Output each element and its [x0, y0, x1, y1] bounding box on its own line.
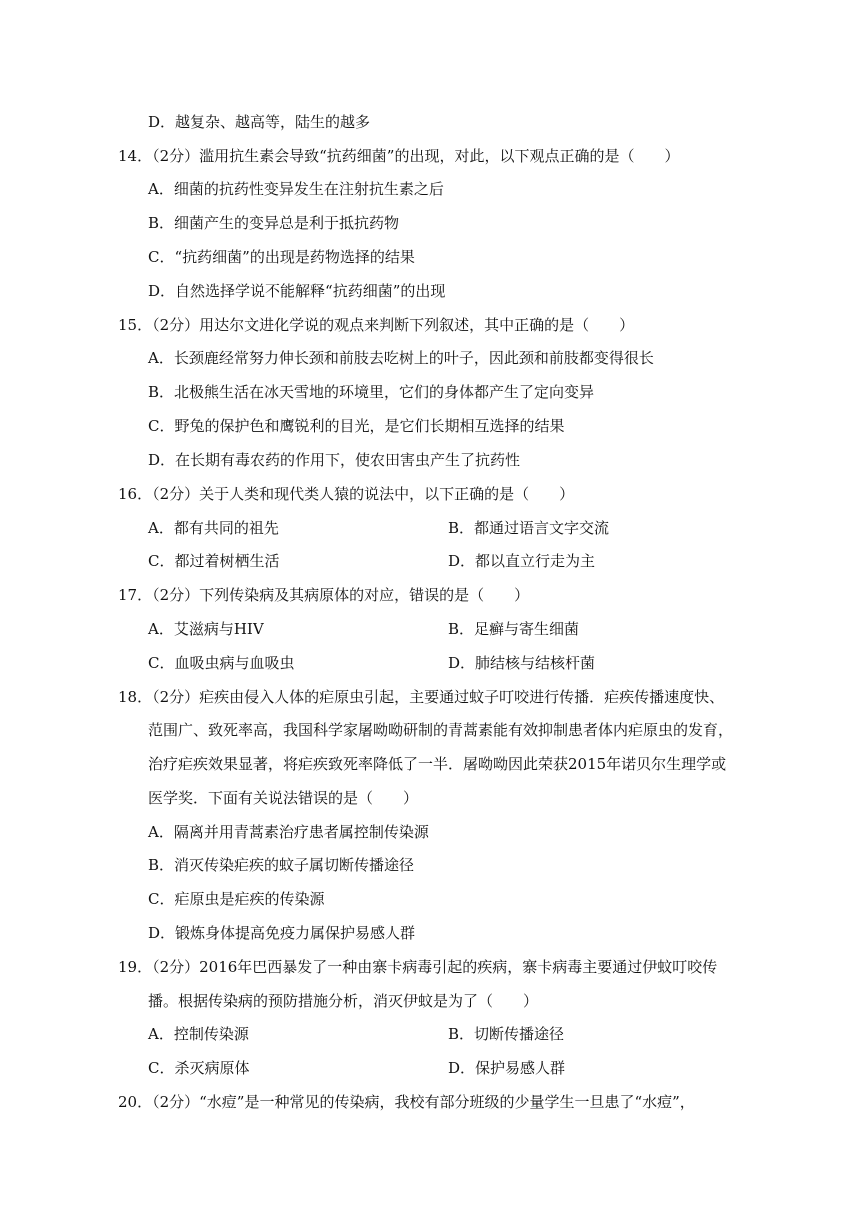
q14-option-a: A．细菌的抗药性变异发生在注射抗生素之后: [148, 180, 444, 198]
q15-option-b: B．北极熊生活在冰天雪地的环境里，它们的身体都产生了定向变异: [148, 383, 595, 401]
q18-stem-line: 范围广、致死率高，我国科学家屠呦呦研制的青蒿素能有效抑制患者体内疟原虫的发育，: [148, 721, 734, 739]
q18-stem-line: 18．（2分）疟疾由侵入人体的疟原虫引起，主要通过蚊子叮咬进行传播．疟疾传播速度快、: [118, 688, 725, 706]
q16-option-a: A．都有共同的祖先: [148, 519, 279, 537]
q15-option-d: D．在长期有毒农药的作用下，使农田害虫产生了抗药性: [148, 451, 521, 469]
q20-stem: 20．（2分）“水痘”是一种常见的传染病，我校有部分班级的少量学生一旦患了“水痘”，: [118, 1093, 695, 1111]
q18-option-c: C．疟原虫是疟疾的传染源: [148, 890, 325, 908]
q18-option-d: D．锻炼身体提高免疫力属保护易感人群: [148, 924, 416, 942]
q16-stem: 16．（2分）关于人类和现代类人猿的说法中，以下正确的是（ ）: [118, 485, 575, 503]
q14-option-d: D．自然选择学说不能解释“抗药细菌”的出现: [148, 282, 446, 300]
q19-option-a: A．控制传染源: [148, 1025, 249, 1043]
q19-option-c: C．杀灭病原体: [148, 1059, 250, 1077]
q19-option-d: D．保护易感人群: [448, 1059, 566, 1077]
q17-option-d: D．肺结核与结核杆菌: [448, 654, 596, 672]
q19-stem-line: 播。根据传染病的预防措施分析，消灭伊蚊是为了（ ）: [148, 992, 539, 1010]
q18-stem-line: 治疗疟疾效果显著，将疟疾致死率降低了一半．屠呦呦因此荣获2015年诺贝尔生理学或: [148, 755, 727, 773]
q19-stem-line: 19．（2分）2016年巴西暴发了一种由寨卡病毒引起的疾病，寨卡病毒主要通过伊蚊叮咬传: [118, 958, 718, 976]
q14-option-c: C．“抗药细菌”的出现是药物选择的结果: [148, 248, 415, 266]
q18-option-b: B．消灭传染疟疾的蚊子属切断传播途径: [148, 856, 415, 874]
q16-option-d: D．都以直立行走为主: [448, 552, 596, 570]
q15-stem: 15．（2分）用达尔文进化学说的观点来判断下列叙述，其中正确的是（ ）: [118, 316, 635, 334]
q15-option-a: A．长颈鹿经常努力伸长颈和前肢去吃树上的叶子，因此颈和前肢都变得很长: [148, 349, 654, 367]
q16-option-b: B．都通过语言文字交流: [448, 519, 610, 537]
q13-option-d: D．越复杂、越高等，陆生的越多: [148, 113, 371, 131]
q18-option-a: A．隔离并用青蒿素治疗患者属控制传染源: [148, 823, 429, 841]
q15-option-c: C．野兔的保护色和鹰锐利的目光，是它们长期相互选择的结果: [148, 417, 565, 435]
q17-stem: 17．（2分）下列传染病及其病原体的对应，错误的是（ ）: [118, 586, 530, 604]
q14-option-b: B．细菌产生的变异总是利于抵抗药物: [148, 214, 400, 232]
q17-option-b: B．足癣与寄生细菌: [448, 620, 580, 638]
q19-option-b: B．切断传播途径: [448, 1025, 565, 1043]
q17-option-c: C．血吸虫病与血吸虫: [148, 654, 295, 672]
q17-option-a: A．艾滋病与HIV: [148, 620, 264, 638]
q16-option-c: C．都过着树栖生活: [148, 552, 280, 570]
q14-stem: 14．（2分）滥用抗生素会导致“抗药细菌”的出现，对此，以下观点正确的是（ ）: [118, 147, 680, 165]
q18-stem-line: 医学奖．下面有关说法错误的是（ ）: [148, 789, 419, 807]
